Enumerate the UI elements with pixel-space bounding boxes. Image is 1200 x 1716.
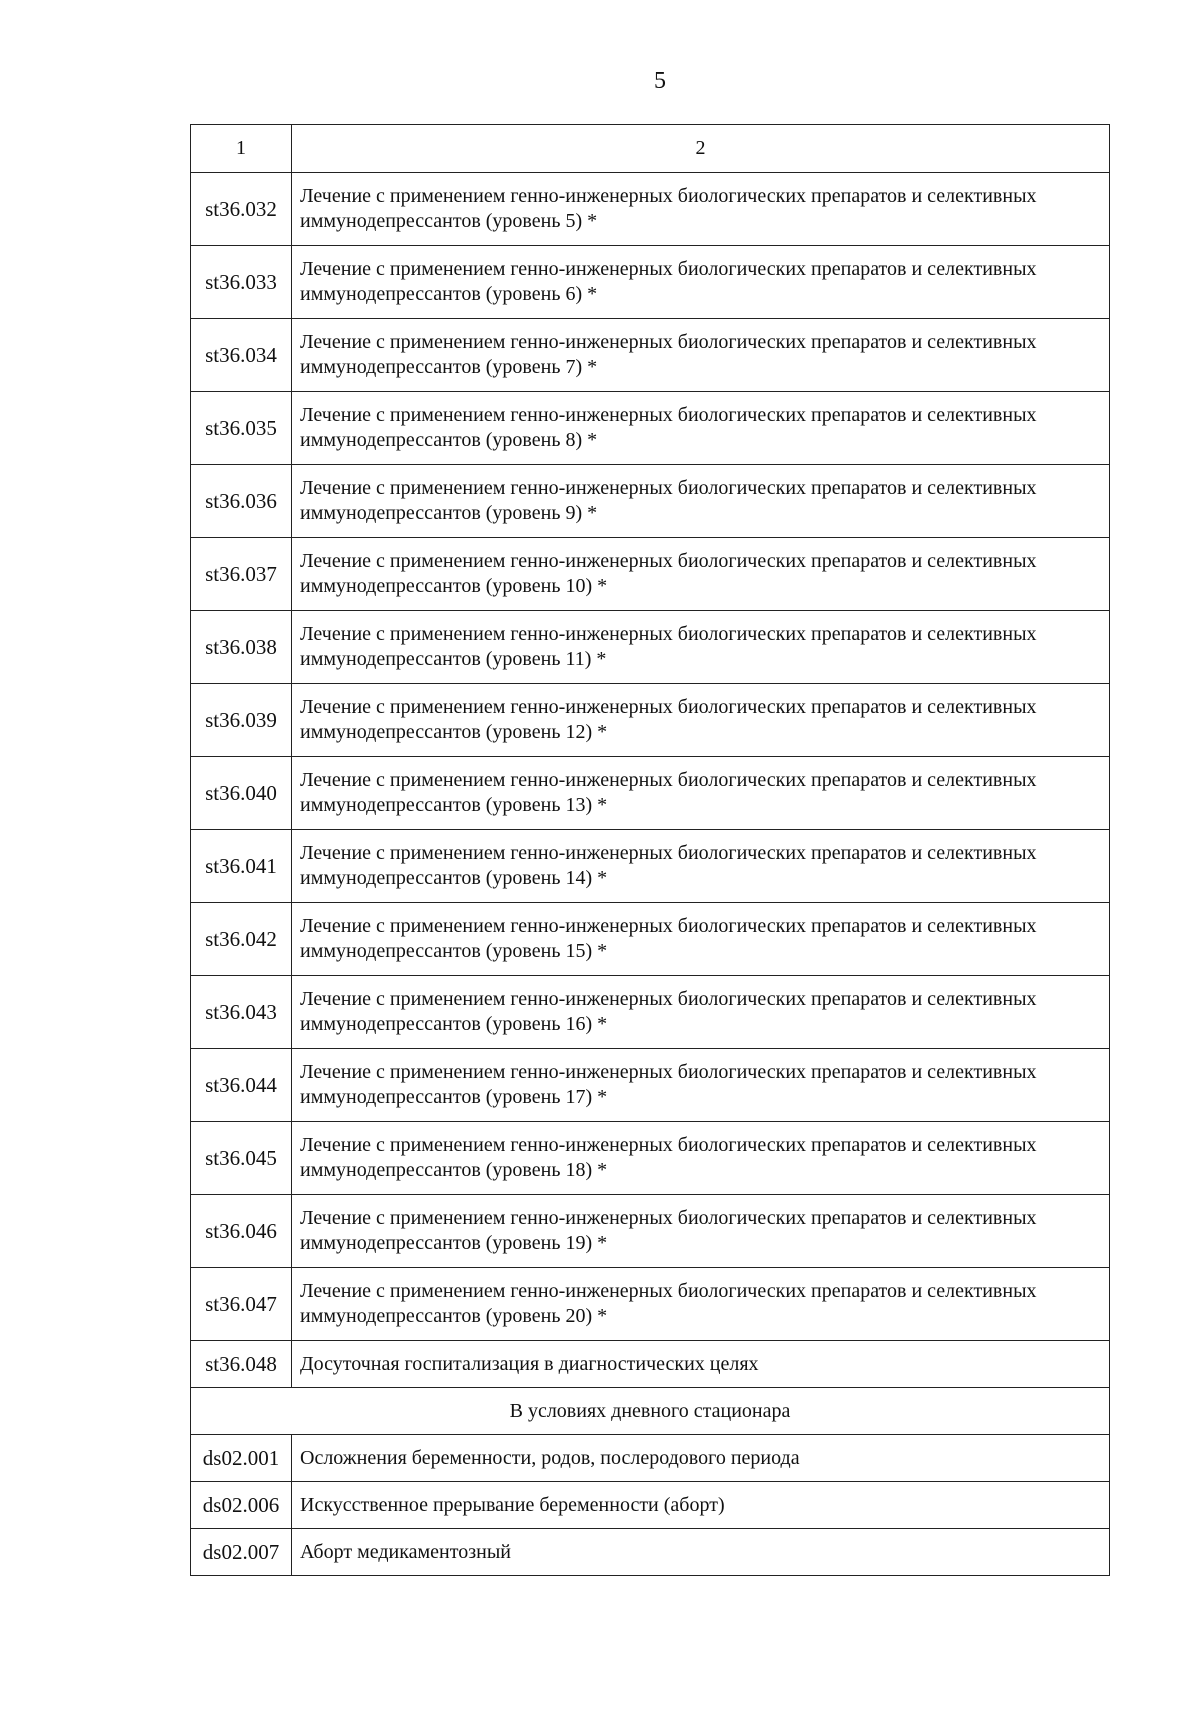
row-description: Лечение с применением генно-инженерных биологических препаратов и селективных иммунодепрессантов (уровень 6) *	[292, 246, 1110, 319]
table-row	[191, 246, 1110, 319]
table-row	[191, 611, 1110, 684]
table-row	[191, 538, 1110, 611]
row-description: Аборт медикаментозный	[292, 1529, 1110, 1576]
table-row	[191, 830, 1110, 903]
row-description: Лечение с применением генно-инженерных биологических препаратов и селективных иммунодепрессантов (уровень 18) *	[292, 1122, 1110, 1195]
row-code: st36.043	[191, 976, 292, 1049]
row-description: Лечение с применением генно-инженерных биологических препаратов и селективных иммунодепрессантов (уровень 8) *	[292, 392, 1110, 465]
table-row	[191, 903, 1110, 976]
table-row	[191, 1435, 1110, 1482]
table-row	[191, 684, 1110, 757]
row-description: Лечение с применением генно-инженерных биологических препаратов и селективных иммунодепрессантов (уровень 5) *	[292, 173, 1110, 246]
row-code: st36.036	[191, 465, 292, 538]
row-description: Лечение с применением генно-инженерных биологических препаратов и селективных иммунодепрессантов (уровень 15) *	[292, 903, 1110, 976]
row-description: Лечение с применением генно-инженерных биологических препаратов и селективных иммунодепрессантов (уровень 19) *	[292, 1195, 1110, 1268]
table-row	[191, 1049, 1110, 1122]
row-description: Лечение с применением генно-инженерных биологических препаратов и селективных иммунодепрессантов (уровень 17) *	[292, 1049, 1110, 1122]
table-row	[191, 1195, 1110, 1268]
table-row	[191, 465, 1110, 538]
row-code: st36.048	[191, 1341, 292, 1388]
row-description: Лечение с применением генно-инженерных биологических препаратов и селективных иммунодепрессантов (уровень 11) *	[292, 611, 1110, 684]
table-row	[191, 1122, 1110, 1195]
table-row	[191, 1529, 1110, 1576]
row-description: Лечение с применением генно-инженерных биологических препаратов и селективных иммунодепрессантов (уровень 7) *	[292, 319, 1110, 392]
table-row	[191, 1482, 1110, 1529]
section-title: В условиях дневного стационара	[191, 1388, 1110, 1435]
row-description: Лечение с применением генно-инженерных биологических препаратов и селективных иммунодепрессантов (уровень 14) *	[292, 830, 1110, 903]
row-description: Лечение с применением генно-инженерных биологических препаратов и селективных иммунодепрессантов (уровень 9) *	[292, 465, 1110, 538]
table-header-row	[191, 125, 1110, 173]
tariff-table	[190, 124, 1110, 1576]
row-code: st36.046	[191, 1195, 292, 1268]
row-code: st36.047	[191, 1268, 292, 1341]
row-code: ds02.001	[191, 1435, 292, 1482]
row-description: Досуточная госпитализация в диагностических целях	[292, 1341, 1110, 1388]
row-code: ds02.007	[191, 1529, 292, 1576]
column-header-2: 2	[292, 125, 1110, 173]
row-description: Осложнения беременности, родов, послеродового периода	[292, 1435, 1110, 1482]
row-code: st36.041	[191, 830, 292, 903]
page-number: 5	[654, 68, 666, 94]
table-row	[191, 173, 1110, 246]
row-code: st36.040	[191, 757, 292, 830]
table-row	[191, 1268, 1110, 1341]
row-code: st36.038	[191, 611, 292, 684]
row-description: Лечение с применением генно-инженерных биологических препаратов и селективных иммунодепрессантов (уровень 16) *	[292, 976, 1110, 1049]
table-row	[191, 976, 1110, 1049]
row-code: st36.042	[191, 903, 292, 976]
row-code: st36.039	[191, 684, 292, 757]
section-header-row	[191, 1388, 1110, 1435]
table-row	[191, 757, 1110, 830]
row-code: st36.032	[191, 173, 292, 246]
table-row	[191, 1341, 1110, 1388]
table-row	[191, 319, 1110, 392]
table-row	[191, 392, 1110, 465]
row-code: st36.035	[191, 392, 292, 465]
column-header-1: 1	[191, 125, 292, 173]
row-code: st36.034	[191, 319, 292, 392]
row-description: Лечение с применением генно-инженерных биологических препаратов и селективных иммунодепрессантов (уровень 10) *	[292, 538, 1110, 611]
row-code: ds02.006	[191, 1482, 292, 1529]
row-description: Лечение с применением генно-инженерных биологических препаратов и селективных иммунодепрессантов (уровень 12) *	[292, 684, 1110, 757]
row-code: st36.033	[191, 246, 292, 319]
row-code: st36.045	[191, 1122, 292, 1195]
row-description: Лечение с применением генно-инженерных биологических препаратов и селективных иммунодепрессантов (уровень 13) *	[292, 757, 1110, 830]
row-description: Лечение с применением генно-инженерных биологических препаратов и селективных иммунодепрессантов (уровень 20) *	[292, 1268, 1110, 1341]
row-code: st36.037	[191, 538, 292, 611]
row-code: st36.044	[191, 1049, 292, 1122]
row-description: Искусственное прерывание беременности (аборт)	[292, 1482, 1110, 1529]
